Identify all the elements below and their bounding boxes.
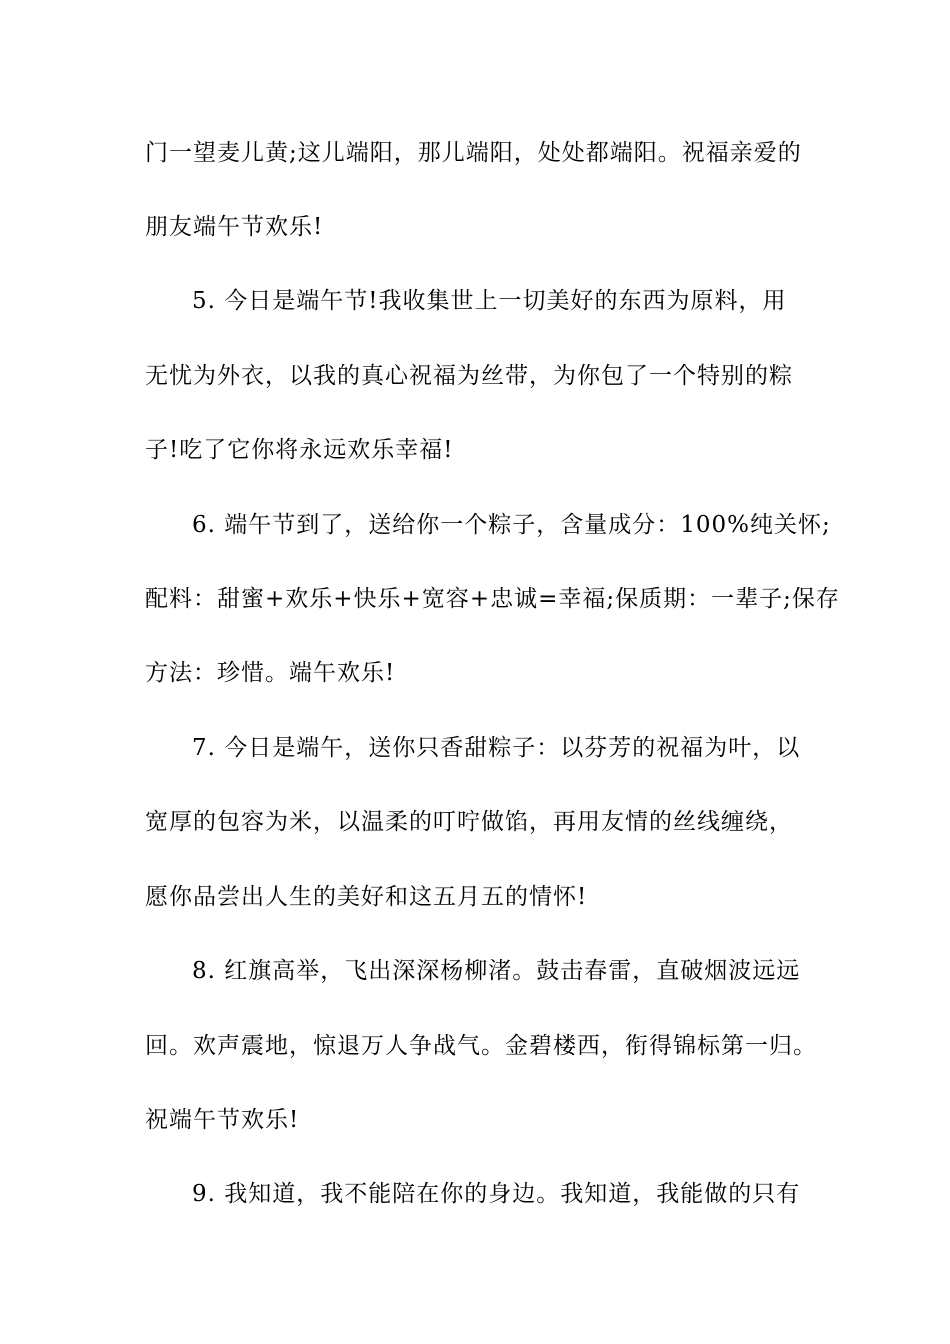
list-item-8-first-line: 8. 红旗高举，飞出深深杨柳渚。鼓击春雷，直破烟波远远 <box>192 958 801 984</box>
text-line: 门一望麦儿黄;这儿端阳，那儿端阳，处处都端阳。祝福亲爱的 <box>145 140 802 166</box>
list-item-5-first-line: 5. 今日是端午节!我收集世上一切美好的东西为原料，用 <box>192 288 787 314</box>
text-line: 宽厚的包容为米，以温柔的叮咛做馅，再用友情的丝线缠绕， <box>145 809 793 835</box>
list-item-9-first-line: 9. 我知道，我不能陪在你的身边。我知道，我能做的只有 <box>192 1181 801 1207</box>
text-line: 朋友端午节欢乐! <box>145 214 324 240</box>
text-line: 回。欢声震地，惊退万人争战气。金碧楼西，衔得锦标第一归。 <box>145 1033 817 1059</box>
text-line: 愿你品尝出人生的美好和这五月五的情怀! <box>145 884 588 910</box>
text-line: 子!吃了它你将永远欢乐幸福! <box>145 437 454 463</box>
text-line: 无忧为外衣，以我的真心祝福为丝带，为你包了一个特别的粽 <box>145 363 793 389</box>
text-line: 方法：珍惜。端午欢乐! <box>145 660 396 686</box>
text-line: 配料：甜蜜+欢乐+快乐+宽容+忠诚=幸福;保质期：一辈子;保存 <box>145 586 840 612</box>
list-item-7-first-line: 7. 今日是端午，送你只香甜粽子：以芬芳的祝福为叶，以 <box>192 735 801 761</box>
list-item-6-first-line: 6. 端午节到了，送给你一个粽子，含量成分：100%纯关怀; <box>192 512 831 538</box>
text-line: 祝端午节欢乐! <box>145 1107 300 1133</box>
